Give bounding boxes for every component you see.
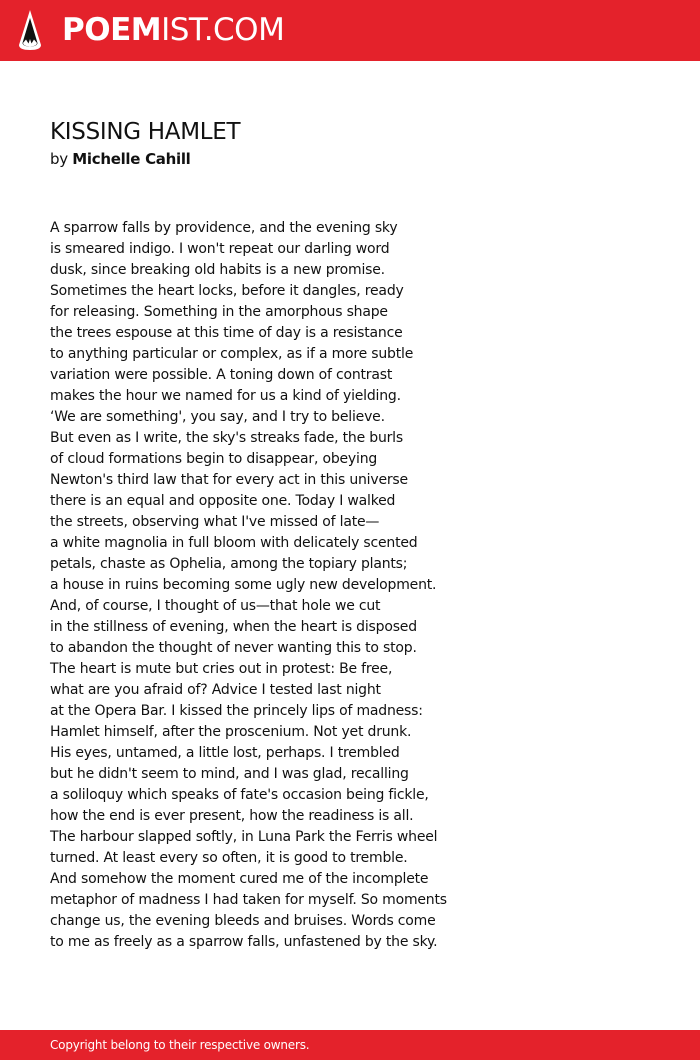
poem-line: The harbour slapped softly, in Luna Park the Ferris wheel — [50, 829, 438, 845]
poem-line: but he didn't seem to mind, and I was glad, recalling — [50, 766, 409, 782]
poem-line: change us, the evening bleeds and bruises. Words come — [50, 913, 436, 929]
poem-line: the streets, observing what I've missed of late— — [50, 514, 380, 530]
poem-line: what are you afraid of? Advice I tested last night — [50, 682, 381, 698]
poem-line: dusk, since breaking old habits is a new promise. — [50, 262, 385, 278]
poem-line: turned. At least every so often, it is good to tremble. — [50, 850, 408, 866]
copyright-text: Copyright belong to their respective owners. — [50, 1038, 310, 1052]
poem-line: is smeared indigo. I won't repeat our darling word — [50, 241, 390, 257]
poem-line: the trees espouse at this time of day is a resistance — [50, 325, 403, 341]
poem-line: how the end is ever present, how the readiness is all. — [50, 808, 414, 824]
poem-line: of cloud formations begin to disappear, obeying — [50, 451, 378, 467]
poem-line: in the stillness of evening, when the heart is disposed — [50, 619, 417, 635]
poem-line: to abandon the thought of never wanting this to stop. — [50, 640, 417, 656]
poem-line: at the Opera Bar. I kissed the princely lips of madness: — [50, 703, 423, 719]
byline-prefix: by — [50, 150, 68, 168]
poem-line: petals, chaste as Ophelia, among the topiary plants; — [50, 556, 408, 572]
logo-bold-text: POEM — [62, 12, 162, 48]
poem-line: variation were possible. A toning down of contrast — [50, 367, 393, 383]
poem-line: a soliloquy which speaks of fate's occasion being fickle, — [50, 787, 429, 803]
poem-line: The heart is mute but cries out in protest: Be free, — [50, 661, 393, 677]
site-header — [0, 0, 700, 61]
poem-body — [50, 218, 447, 953]
poem-line: But even as I write, the sky's streaks fade, the burls — [50, 430, 403, 446]
pencil-tip-icon — [18, 9, 42, 51]
poem-line: makes the hour we named for us a kind of yielding. — [50, 388, 401, 404]
poem-line: Hamlet himself, after the proscenium. Not yet drunk. — [50, 724, 412, 740]
byline — [50, 149, 191, 169]
site-footer — [0, 1030, 700, 1060]
poem-line: Sometimes the heart locks, before it dangles, ready — [50, 283, 404, 299]
poem-line: Newton's third law that for every act in this universe — [50, 472, 408, 488]
poem-line: And somehow the moment cured me of the incomplete — [50, 871, 429, 887]
poem-line: to anything particular or complex, as if a more subtle — [50, 346, 414, 362]
site-logo[interactable] — [62, 12, 284, 48]
poem-line: ‘We are something', you say, and I try to believe. — [50, 409, 385, 425]
poem-line: His eyes, untamed, a little lost, perhaps. I trembled — [50, 745, 400, 761]
poem-line: a white magnolia in full bloom with delicately scented — [50, 535, 418, 551]
poem-line: A sparrow falls by providence, and the evening sky — [50, 220, 398, 236]
poem-line: And, of course, I thought of us—that hole we cut — [50, 598, 381, 614]
poem-line: to me as freely as a sparrow falls, unfastened by the sky. — [50, 934, 438, 950]
poem-line: there is an equal and opposite one. Today I walked — [50, 493, 396, 509]
poem-line: metaphor of madness I had taken for myself. So moments — [50, 892, 447, 908]
logo-light-text: IST.COM — [161, 12, 285, 48]
author-name: Michelle Cahill — [72, 150, 191, 168]
poem-line: a house in ruins becoming some ugly new development. — [50, 577, 437, 593]
poem-title: KISSING HAMLET — [50, 119, 241, 145]
poem-line: for releasing. Something in the amorphous shape — [50, 304, 388, 320]
